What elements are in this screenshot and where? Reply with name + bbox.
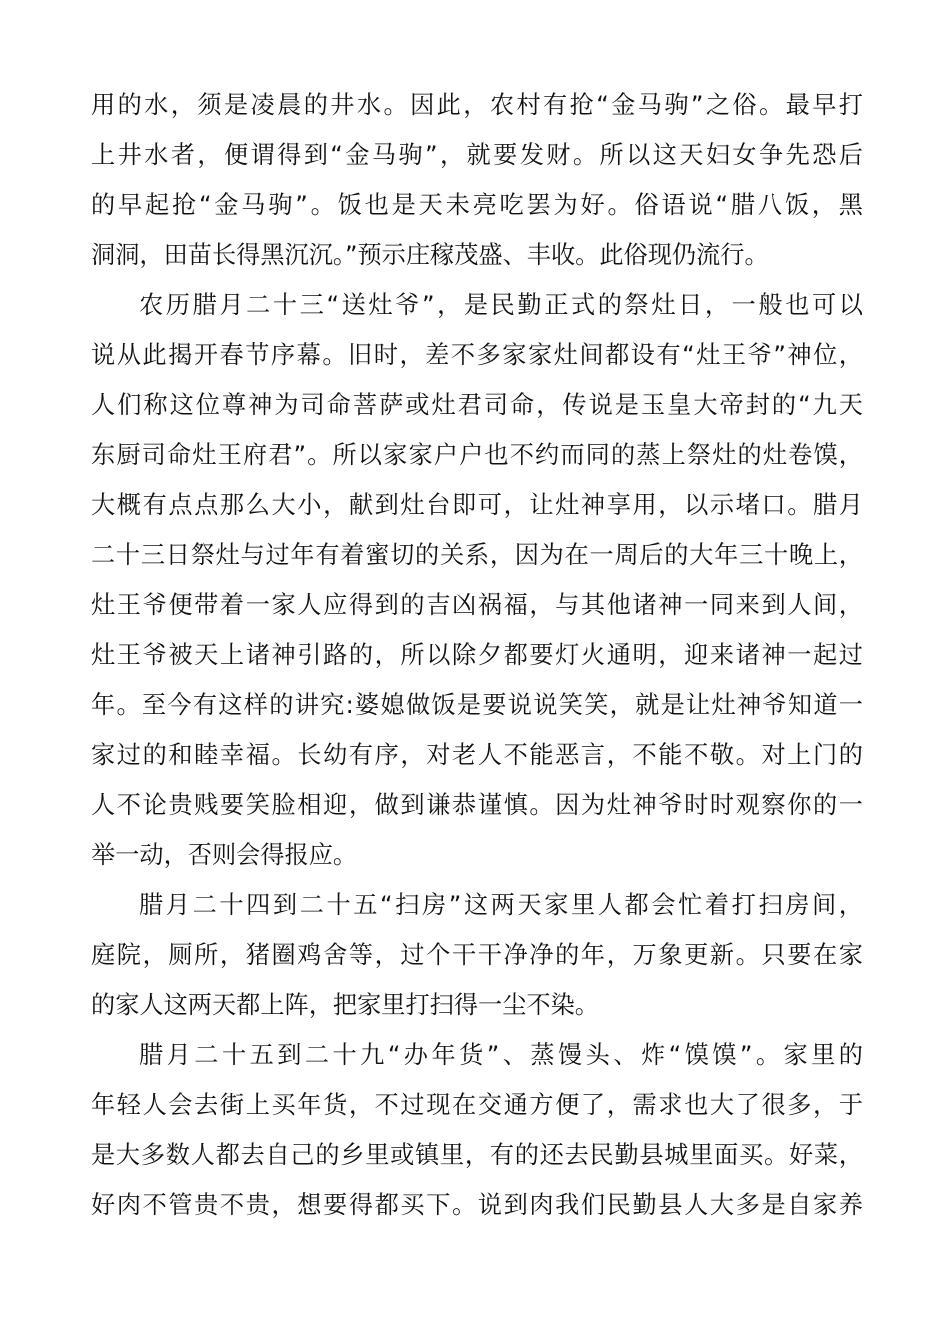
text-line: 大概有点点那么大小，献到灶台即可，让灶神享用，以示堵口。腊月: [91, 491, 863, 519]
text-line: 庭院，厕所，猪圈鸡舍等，过个干干净净的年，万象更新。只要在家: [91, 941, 863, 969]
text-line: 的家人这两天都上阵，把家里打扫得一尘不染。: [91, 991, 599, 1019]
text-line: 是大多数人都去自己的乡里或镇里，有的还去民勤县城里面买。好菜，: [91, 1141, 863, 1169]
text-line: 洞洞，田苗长得黑沉沉。”预示庄稼茂盛、丰收。此俗现仍流行。: [91, 241, 769, 269]
text-line: 年。至今有这样的讲究:婆媳做饭是要说说笑笑，就是让灶神爷知道一: [91, 691, 863, 719]
text-line: 年轻人会去街上买年货，不过现在交通方便了，需求也大了很多，于: [91, 1091, 863, 1119]
text-line: 用的水，须是凌晨的井水。因此，农村有抢“金马驹”之俗。最早打: [91, 91, 863, 119]
text-line: 举一动，否则会得报应。: [91, 841, 358, 869]
text-line: 上井水者，便谓得到“金马驹”，就要发财。所以这天妇女争先恐后: [91, 141, 863, 169]
paragraph-first-line: 腊月二十五到二十九“办年货”、蒸馒头、炸“馍馍”。家里的: [139, 1041, 863, 1069]
text-line: 人们称这位尊神为司命菩萨或灶君司命，传说是玉皇大帝封的“九天: [91, 391, 863, 419]
paragraph-first-line: 农历腊月二十三“送灶爷”，是民勤正式的祭灶日，一般也可以: [139, 291, 863, 319]
text-line: 的早起抢“金马驹”。饭也是天未亮吃罢为好。俗语说“腊八饭，黑: [91, 191, 863, 219]
text-line: 好肉不管贵不贵，想要得都买下。说到肉我们民勤县人大多是自家养: [91, 1191, 863, 1219]
document-body: [91, 80, 863, 1230]
text-line: 二十三日祭灶与过年有着蜜切的关系，因为在一周后的大年三十晚上，: [91, 541, 863, 569]
text-line: 东厨司命灶王府君”。所以家家户户也不约而同的蒸上祭灶的灶卷馍，: [91, 441, 863, 469]
text-line: 灶王爷被天上诸神引路的，所以除夕都要灯火通明，迎来诸神一起过: [91, 641, 863, 669]
text-line: 人不论贵贱要笑脸相迎，做到谦恭谨慎。因为灶神爷时时观察你的一: [91, 791, 863, 819]
text-line: 家过的和睦幸福。长幼有序，对老人不能恶言，不能不敬。对上门的: [91, 741, 863, 769]
text-line: 灶王爷便带着一家人应得到的吉凶祸福，与其他诸神一同来到人间，: [91, 591, 863, 619]
paragraph-first-line: 腊月二十四到二十五“扫房”这两天家里人都会忙着打扫房间，: [139, 891, 863, 919]
text-line: 说从此揭开春节序幕。旧时，差不多家家灶间都设有“灶王爷”神位，: [91, 341, 863, 369]
